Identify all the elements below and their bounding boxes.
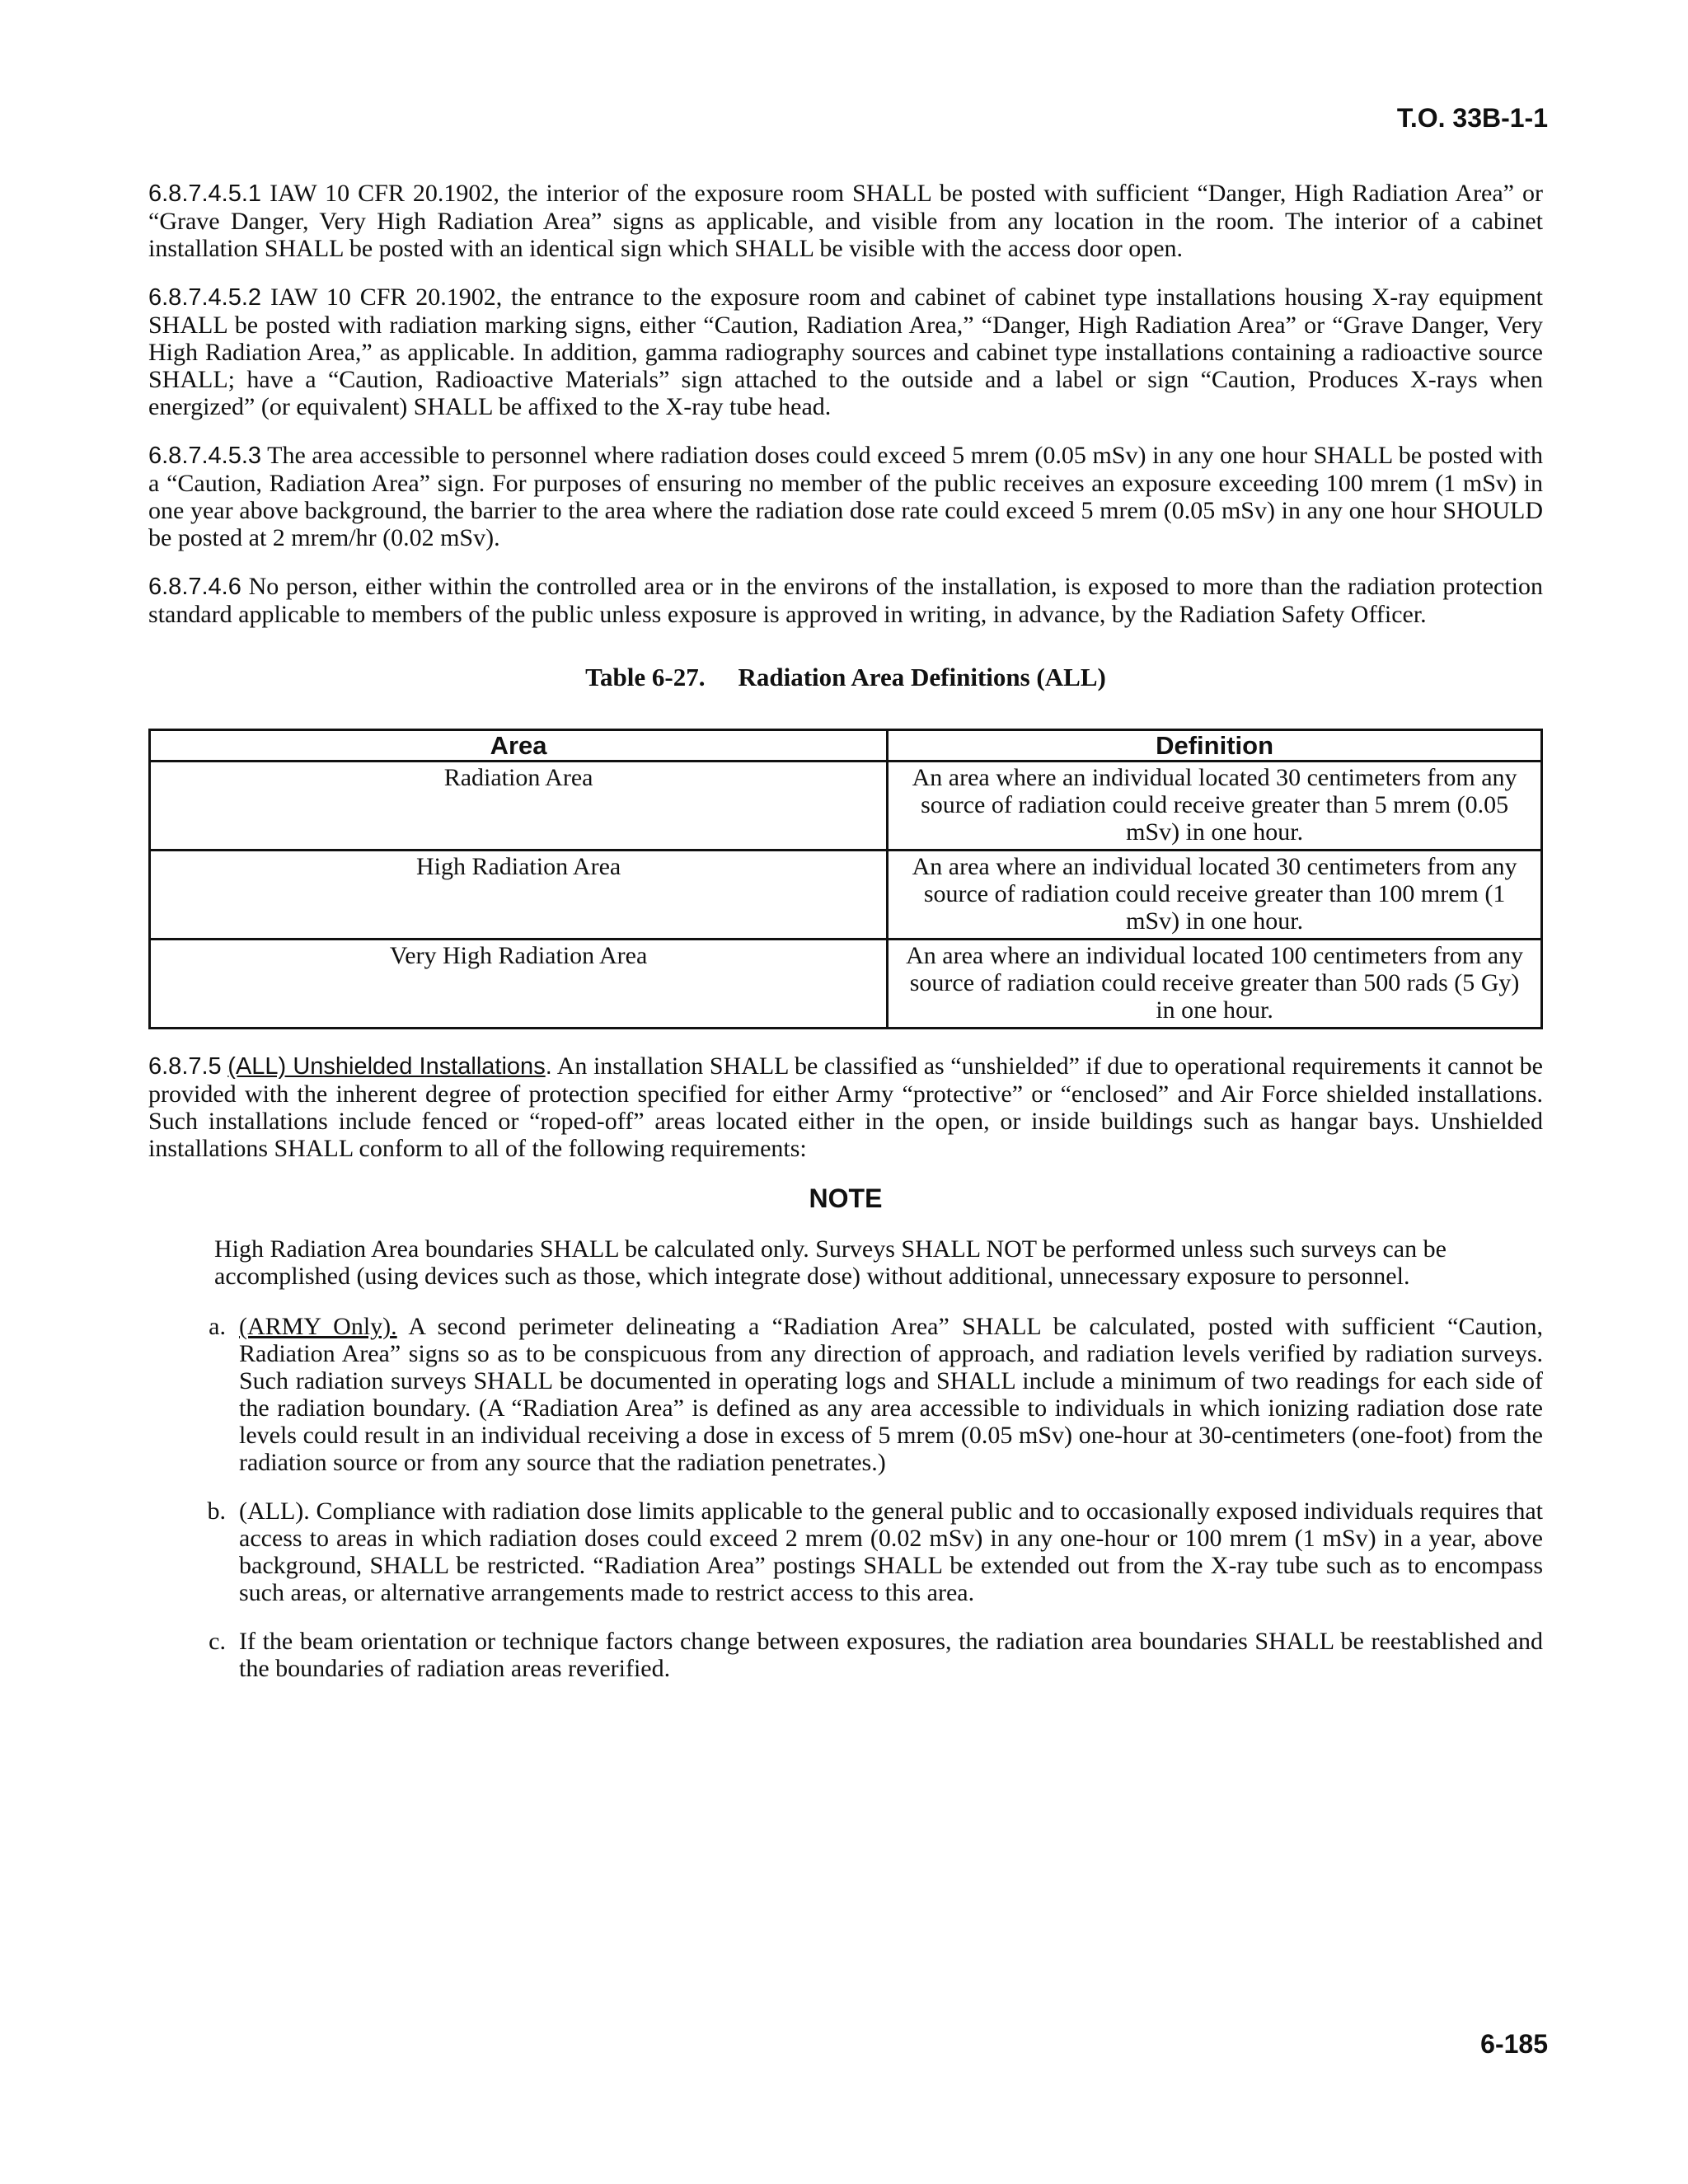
list-marker: a. [209, 1313, 226, 1340]
section-6-8-7-5 [148, 1052, 1543, 1162]
section-title-punctuation: . [545, 1053, 552, 1080]
list-item-text: (ALL). Compliance with radiation dose limits applicable to the general public and to occasionally exposed individuals requires that access to areas in which radiation doses could exceed 2 mrem (0.02 mSv) in any one-hour or 100 mrem (1 mSv) in a year, above background, SHALL be restricted. “Radiation Area” postings SHALL be extended out from the X-ray tube such as to encompass such areas, or alternative arrangements made to restrict access to this area. [239, 1497, 1543, 1606]
page-number-footer: 6-185 [1480, 2029, 1548, 2059]
table-cell-definition: An area where an individual located 100 centimeters from any source of radiation could receive greater than 500 rads (5 Gy) in one hour. [888, 940, 1542, 1029]
section-title: (ALL) Unshielded Installations [227, 1053, 546, 1080]
radiation-area-definitions-table [148, 729, 1543, 1029]
paragraph-text: The area accessible to personnel where radiation doses could exceed 5 mrem (0.05 mSv) in any one hour SHALL be posted with a “Caution, Radiation Area” sign. For purposes of ensuring no member of the public receives an exposure exceeding 100 mrem (1 mSv) in one year above background, the barrier to the area where the radiation dose rate could exceed 5 mrem (0.05 mSv) in any one hour SHOULD be posted at 2 mrem/hr (0.02 mSv). [148, 442, 1543, 551]
page-content [148, 180, 1543, 1704]
column-header-definition: Definition [888, 730, 1542, 762]
paragraph-number: 6.8.7.4.5.3 [148, 443, 262, 469]
table-cell-area: High Radiation Area [150, 851, 888, 940]
table-cell-area: Very High Radiation Area [150, 940, 888, 1029]
list-item-body [239, 1497, 1543, 1606]
list-item-body [239, 1628, 1543, 1682]
table-caption-title: Radiation Area Definitions (ALL) [738, 663, 1106, 691]
table-caption [148, 663, 1543, 692]
section-number: 6.8.7.5 [148, 1053, 222, 1080]
section-text: An installation SHALL be classified as “unshielded” if due to operational requirements it cannot be provided with the inherent degree of protection specified for either Army “protective” or “enclosed” and Air Force shielded installations. Such installations include fenced or “roped-off” areas located either in the open, or inside buildings such as hangar bays. Unshielded installations SHALL conform to all of the following requirements: [148, 1052, 1543, 1162]
note-text: High Radiation Area boundaries SHALL be calculated only. Surveys SHALL NOT be performed unless such surveys can be accomplished (using devices such as those, which integrate dose) without additional, unnecessary exposure to personnel. [214, 1235, 1447, 1290]
document-id-header: T.O. 33B-1-1 [1396, 103, 1548, 133]
paragraph-number: 6.8.7.4.5.1 [148, 180, 262, 207]
table-row [150, 851, 1542, 940]
paragraph-6-8-7-4-5-1 [148, 180, 1543, 262]
table-caption-number: Table 6-27. [585, 663, 706, 691]
table-cell-definition: An area where an individual located 30 centimeters from any source of radiation could receive greater than 5 mrem (0.05 mSv) in one hour. [888, 762, 1542, 851]
paragraph-6-8-7-4-5-3 [148, 442, 1543, 551]
list-marker: b. [207, 1497, 226, 1525]
list-item-text: If the beam orientation or technique factors change between exposures, the radiation area boundaries SHALL be reestablished and the boundaries of radiation areas reverified. [239, 1628, 1543, 1682]
table-row [150, 762, 1542, 851]
paragraph-text: IAW 10 CFR 20.1902, the interior of the exposure room SHALL be posted with sufficient “Danger, High Radiation Area” or “Grave Danger, Very High Radiation Area” signs as applicable, and visible from any location in the room. The interior of a cabinet installation SHALL be posted with an identical sign which SHALL be visible with the access door open. [148, 180, 1544, 262]
note-title: NOTE [809, 1183, 883, 1213]
list-marker: c. [209, 1628, 226, 1655]
paragraph-text: No person, either within the controlled area or in the environs of the installation, is exposed to more than the radiation protection standard applicable to members of the public unless exposure is approved in writing, in advance, by the Radiation Safety Officer. [148, 573, 1544, 628]
column-header-area: Area [150, 730, 888, 762]
paragraph-number: 6.8.7.4.5.2 [148, 284, 262, 311]
list-item-a [148, 1313, 1543, 1476]
list-item-text: A second perimeter delineating a “Radiation Area” SHALL be calculated, posted with sufficient “Caution, Radiation Area” signs so as to be conspicuous from any direction of approach, and radiation levels verified by radiation surveys. Such radiation surveys SHALL be documented in operating logs and SHALL include a minimum of two readings for each side of the radiation boundary. (A “Radiation Area” is defined as any area accessible to individuals in which ionizing radiation dose rate levels could result in an individual receiving a dose in excess of 5 mrem (0.05 mSv) one-hour at 30-centimeters (one-foot) from the radiation source or from any source that the radiation penetrates.) [239, 1313, 1543, 1476]
list-item-b [148, 1497, 1543, 1606]
table-header-row [150, 730, 1542, 762]
paragraph-6-8-7-4-6 [148, 573, 1543, 628]
paragraph-6-8-7-4-5-2 [148, 284, 1543, 420]
table-row [150, 940, 1542, 1029]
list-item-c [148, 1628, 1543, 1682]
table-cell-definition: An area where an individual located 30 centimeters from any source of radiation could receive greater than 100 mrem (1 mSv) in one hour. [888, 851, 1542, 940]
list-item-body [239, 1313, 1543, 1476]
list-item-lead: (ARMY Only). [239, 1313, 397, 1340]
paragraph-text: IAW 10 CFR 20.1902, the entrance to the exposure room and cabinet of cabinet type installations housing X-ray equipment SHALL be posted with radiation marking signs, either “Caution, Radiation Area,” “Danger, High Radiation Area” or “Grave Danger, Very High Radiation Area,” as applicable. In addition, gamma radiography sources and cabinet type installations containing a radioactive source SHALL; have a “Caution, Radioactive Materials” sign attached to the outside and a label or sign “Caution, Produces X-rays when energized” (or equivalent) SHALL be affixed to the X-ray tube head. [148, 284, 1544, 420]
table-cell-area: Radiation Area [150, 762, 888, 851]
paragraph-number: 6.8.7.4.6 [148, 574, 241, 600]
